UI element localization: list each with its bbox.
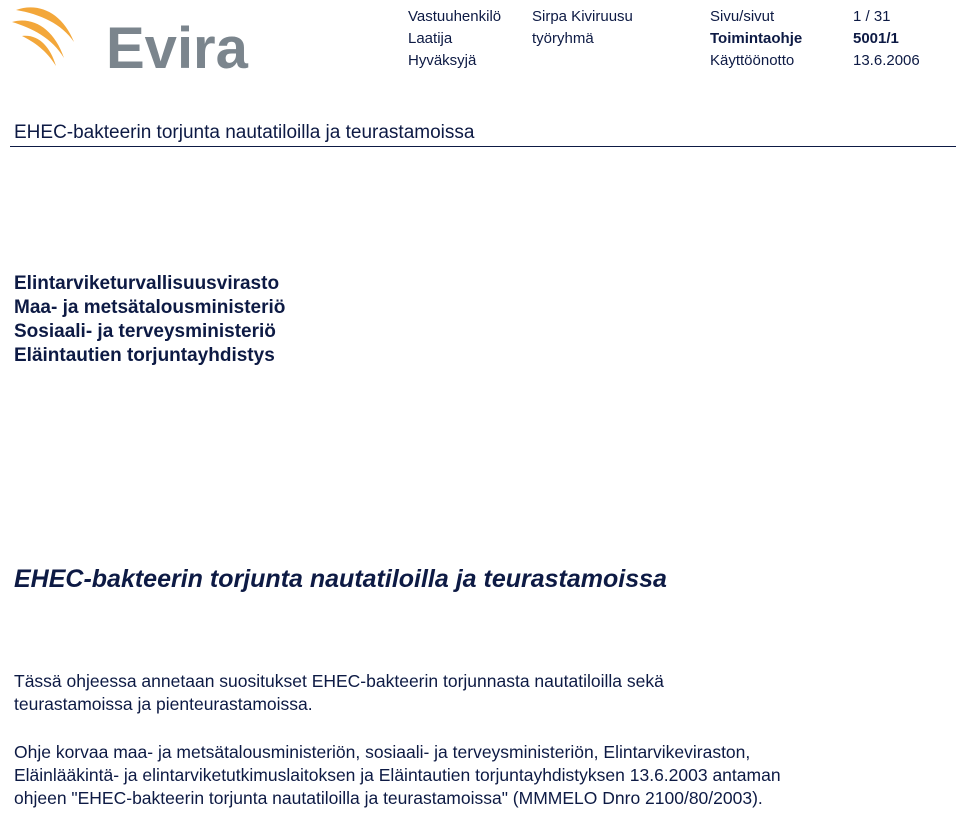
meta-value-author: työryhmä [532,30,594,47]
meta-label-doc-type: Toimintaohje [710,30,803,47]
paragraph-line: Tässä ohjeessa annetaan suositukset EHEC-bakteerin torjunnasta nautatiloilla sekä [14,671,664,691]
meta-label-approver: Hyväksyjä [408,52,477,69]
meta-value-approver [532,50,633,72]
meta-value-pages: 1 / 31 [853,8,891,25]
meta-labels-col [408,6,501,72]
replacement-paragraph [14,741,781,810]
organization-item: Sosiaali- ja terveysministeriö [14,321,276,342]
meta-value-effective-date: 13.6.2006 [853,52,920,69]
organization-item: Eläintautien torjuntayhdistys [14,345,275,366]
meta-values-col [532,6,633,72]
organization-list [14,272,285,368]
paragraph-line: Ohje korvaa maa- ja metsätalousministeriön, sosiaali- ja terveysministeriön, Elintarvikeviraston, [14,742,751,762]
document-title: EHEC-bakteerin torjunta nautatiloilla ja teurastamoissa [14,565,667,593]
header-divider [10,146,956,147]
evira-logo [10,2,262,74]
organization-item: Elintarviketurvallisuusvirasto [14,273,280,294]
organization-item: Maa- ja metsätalousministeriö [14,297,286,318]
meta-value-doc-number: 5001/1 [853,30,899,47]
meta-label-pages: Sivu/sivut [710,8,775,25]
paragraph-line: ohjeen "EHEC-bakteerin torjunta nautatiloilla ja teurastamoissa" (MMMELO Dnro 2100/80/2003). [14,788,763,808]
paragraph-line: teurastamoissa ja pienteurastamoissa. [14,694,313,714]
meta-label-effective-date: Käyttöönotto [710,52,795,69]
evira-logo-graphic [10,2,262,74]
meta-value-responsible: Sirpa Kiviruusu [532,8,633,25]
meta-label-author: Laatija [408,30,453,47]
running-header-title: EHEC-bakteerin torjunta nautatiloilla ja teurastamoissa [14,122,475,143]
meta-label-responsible: Vastuuhenkilö [408,8,502,25]
paragraph-line: Eläinlääkintä- ja elintarviketutkimuslaitoksen ja Eläintautien torjuntayhdistyksen 13.6.2003 antaman [14,765,781,785]
intro-paragraph [14,670,664,716]
logo-wordmark: Evira [106,16,248,74]
meta-labels2-col [710,6,802,72]
meta-values2-col [853,6,920,72]
